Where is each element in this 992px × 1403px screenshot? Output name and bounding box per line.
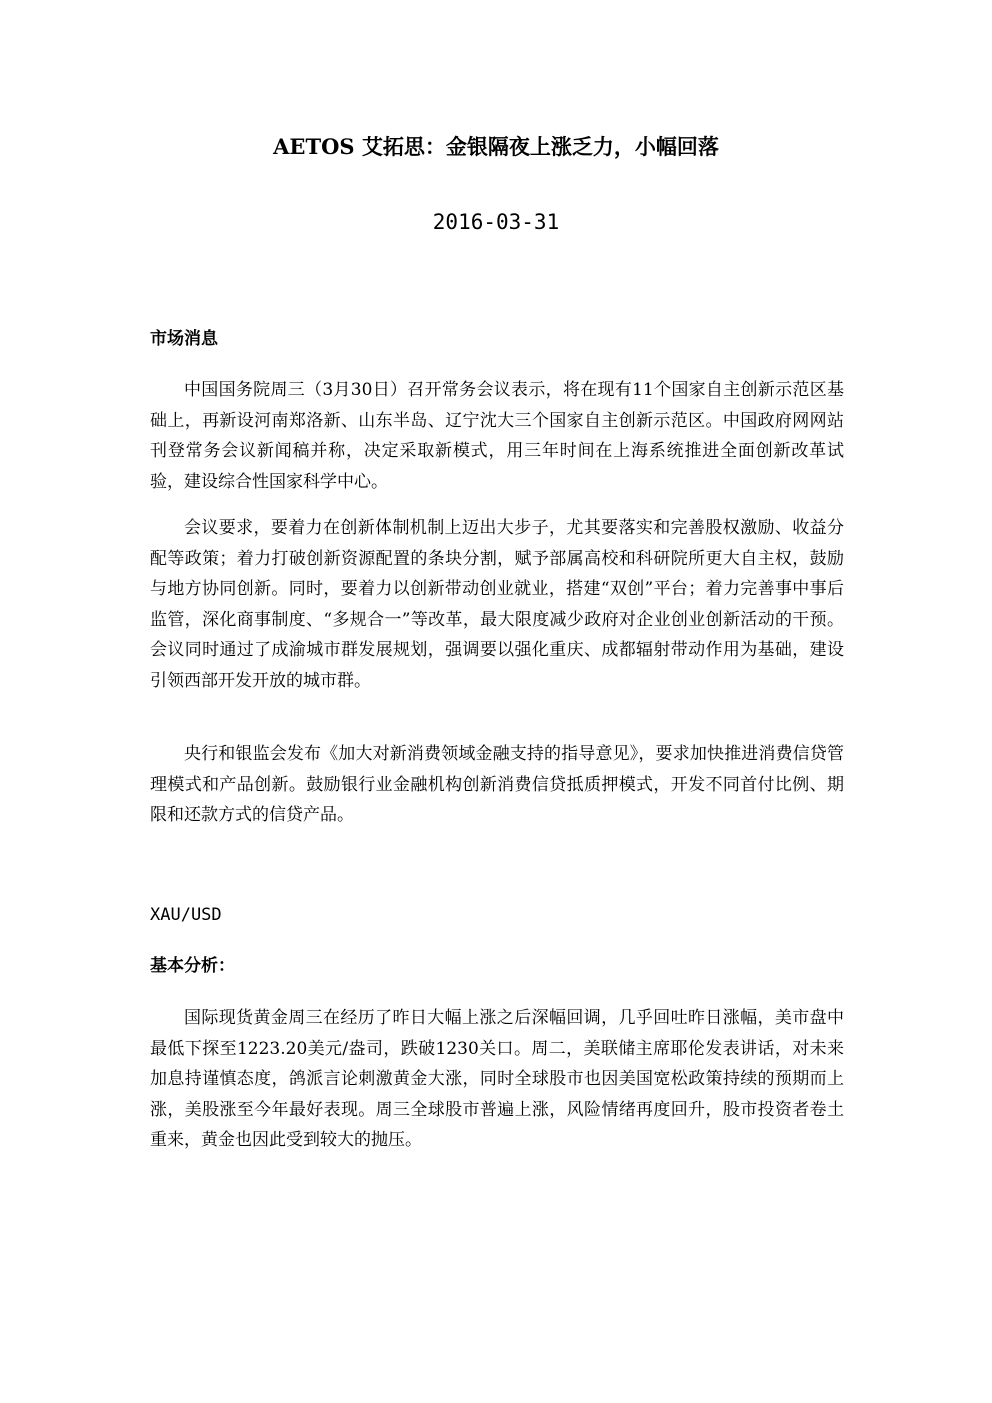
xau-usd-heading: XAU/USD	[150, 905, 222, 925]
fundamental-analysis-heading: 基本分析：	[150, 956, 235, 976]
fundamental-analysis-paragraph: 国际现货黄金周三在经历了昨日大幅上涨之后深幅回调，几乎回吐昨日涨幅，美市盘中最低下探至1223.20美元/盎司，跌破1230关口。周二，美联储主席耶伦发表讲话，对未来加息持谨慎态度，鸽派言论刺激黄金大涨，同时全球股市也因美国宽松政策持续的预期而上涨，美股涨至今年最好表现。周三全球股市普遍上涨，风险情绪再度回升，股市投资者卷土重来，黄金也因此受到较大的抛压。	[150, 1008, 844, 1150]
market-news-paragraph-3: 央行和银监会发布《加大对新消费领域金融支持的指导意见》，要求加快推进消费信贷管理模式和产品创新。鼓励银行业金融机构创新消费信贷抵质押模式，开发不同首付比例、期限和还款方式的信贷产品。	[150, 744, 844, 825]
document-date: 2016-03-31	[432, 210, 560, 234]
market-news-heading: 市场消息	[150, 329, 218, 349]
market-news-paragraph-1: 中国国务院周三（3月30日）召开常务会议表示，将在现有11个国家自主创新示范区基础上，再新设河南郑洛新、山东半岛、辽宁沈大三个国家自主创新示范区。中国政府网网站刊登常务会议新闻稿并称，决定采取新模式，用三年时间在上海系统推进全面创新改革试验，建设综合性国家科学中心。	[150, 380, 844, 492]
document-title: AETOS 艾拓思：金银隔夜上涨乏力，小幅回落	[273, 134, 719, 159]
market-news-paragraph-2: 会议要求，要着力在创新体制机制上迈出大步子，尤其要落实和完善股权激励、收益分配等政策；着力打破创新资源配置的条块分割，赋予部属高校和科研院所更大自主权，鼓励与地方协同创新。同时，要着力以创新带动创业就业，搭建“双创”平台；着力完善事中事后监管，深化商事制度、“多规合一”等改革，最大限度减少政府对企业创业创新活动的干预。会议同时通过了成渝城市群发展规划，强调要以强化重庆、成都辐射带动作用为基础，建设引领西部开发开放的城市群。	[150, 518, 844, 691]
